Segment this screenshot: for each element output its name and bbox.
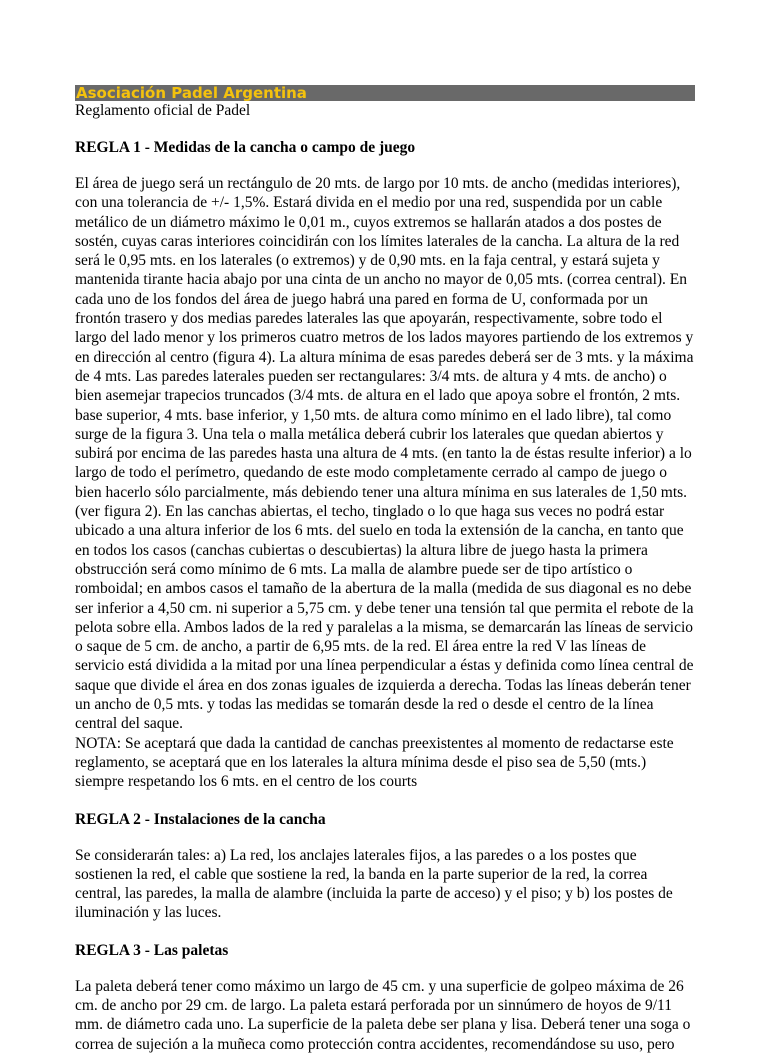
- section-title-regla-2: REGLA 2 - Instalaciones de la cancha: [75, 810, 326, 828]
- organization-banner: Asociación Padel Argentina: [75, 85, 695, 101]
- document-subtitle: Reglamento oficial de Padel: [75, 102, 251, 119]
- regla-1-paragraph: El área de juego será un rectángulo de 20 mts. de largo por 10 mts. de ancho (medidas interiores), con una tolerancia de +/- 1,5%. Estará divida en el medio por una red, suspendida por un cable metálico de un diámetro máximo le 0,01 m., cuyos extremos se hallarán atados a dos postes de sostén, cuyas caras interiores coincidirán con los límites laterales de la cancha. La altura de la red será le 0,95 mts. en los laterales (o extremos) y de 0,90 mts. en la faja central, y estará sujeta y mantenida tirante hacia abajo por una cinta de un ancho no mayor de 0,05 mts. (correa central). En cada uno de los fondos del área de juego habrá una pared en forma de U, conformada por un frontón trasero y dos medias paredes laterales las que apoyarán, respectivamente, sobre todo el largo del lado menor y los primeros cuatro metros de los lados mayores partiendo de los extremos y en dirección al centro (figura 4). La altura mínima de esas paredes deberá ser de 3 mts. y la máxima de 4 mts. Las paredes laterales pueden ser rectangulares: 3/4 mts. de altura y 4 mts. de ancho) o bien asemejar trapecios truncados (3/4 mts. de altura en el lado que apoya sobre el frontón, 2 mts. base superior, 4 mts. base inferior, y 1,50 mts. de altura como mínimo en el lado libre), tal como surge de la figura 3. Una tela o malla metálica deberá cubrir los laterales que quedan abiertos y subirá por encima de las paredes hasta una altura de 4 mts. (en tanto la de éstas resulte inferior) a lo largo de todo el perímetro, quedando de este modo completamente cerrado al campo de juego o bien hacerlo sólo parcialmente, más debiendo tener una altura mínima en sus laterales de 1,50 mts. (ver figura 2). En las canchas abiertas, el techo, tinglado o lo que haga sus veces no podrá estar ubicado a una altura inferior de los 6 mts. del suelo en toda la extensión de la cancha, en tanto que en todos los casos (canchas cubiertas o descubiertas) la altura libre de juego hasta la primera obstrucción será como mínimo de 6 mts. La malla de alambre puede ser de tipo artístico o romboidal; en ambos casos el tamaño de la abertura de la malla (medida de sus diagonal es no debe ser inferior a 4,50 cm. ni superior a 5,75 cm. y debe tener una tensión tal que permita el rebote de la pelota sobre ella. Ambos lados de la red y paralelas a la misma, se demarcarán las líneas de servicio o saque de 5 cm. de ancho, a partir de 6,95 mts. de la red. El área entre la red V las líneas de servicio está dividida a la mitad por una línea perpendicular a éstas y definida como línea central de saque que divide el área en dos zonas iguales de izquierda a derecha. Todas las líneas deberán tener un ancho de 0,5 mts. y todas las medidas se tomarán desde la red o desde el centro de la línea central del saque.: [75, 175, 694, 733]
- regla-3-paragraph: La paleta deberá tener como máximo un largo de 45 cm. y una superficie de golpeo máxima de 26 cm. de ancho por 29 cm. de largo. La paleta estará perforada por un sinnúmero de hoyos de 9/11 mm. de diámetro cada uno. La superficie de la paleta debe ser plana y lisa. Deberá tener una soga o correa de sujeción a la muñeca como protección contra accidentes, recomendándose su uso, pero: [75, 977, 691, 1053]
- section-title-regla-3: REGLA 3 - Las paletas: [75, 941, 229, 959]
- section-title-regla-1: REGLA 1 - Medidas de la cancha o campo de juego: [75, 139, 416, 156]
- regla-1-note: NOTA: Se aceptará que dada la cantidad de canchas preexistentes al momento de redactarse este reglamento, se aceptará que en los laterales la altura mínima desde el piso sea de 5,50 (mts.) siempre respetando los 6 mts. en el centro de los courts: [75, 734, 674, 791]
- regla-2-paragraph: Se considerarán tales: a) La red, los anclajes laterales fijos, a las paredes o a los postes que sostienen la red, el cable que sostiene la red, la banda en la parte superior de la red, la correa central, las paredes, la malla de alambre (incluida la parte de acceso) y el piso; y b) los postes de iluminación y las luces.: [75, 846, 673, 922]
